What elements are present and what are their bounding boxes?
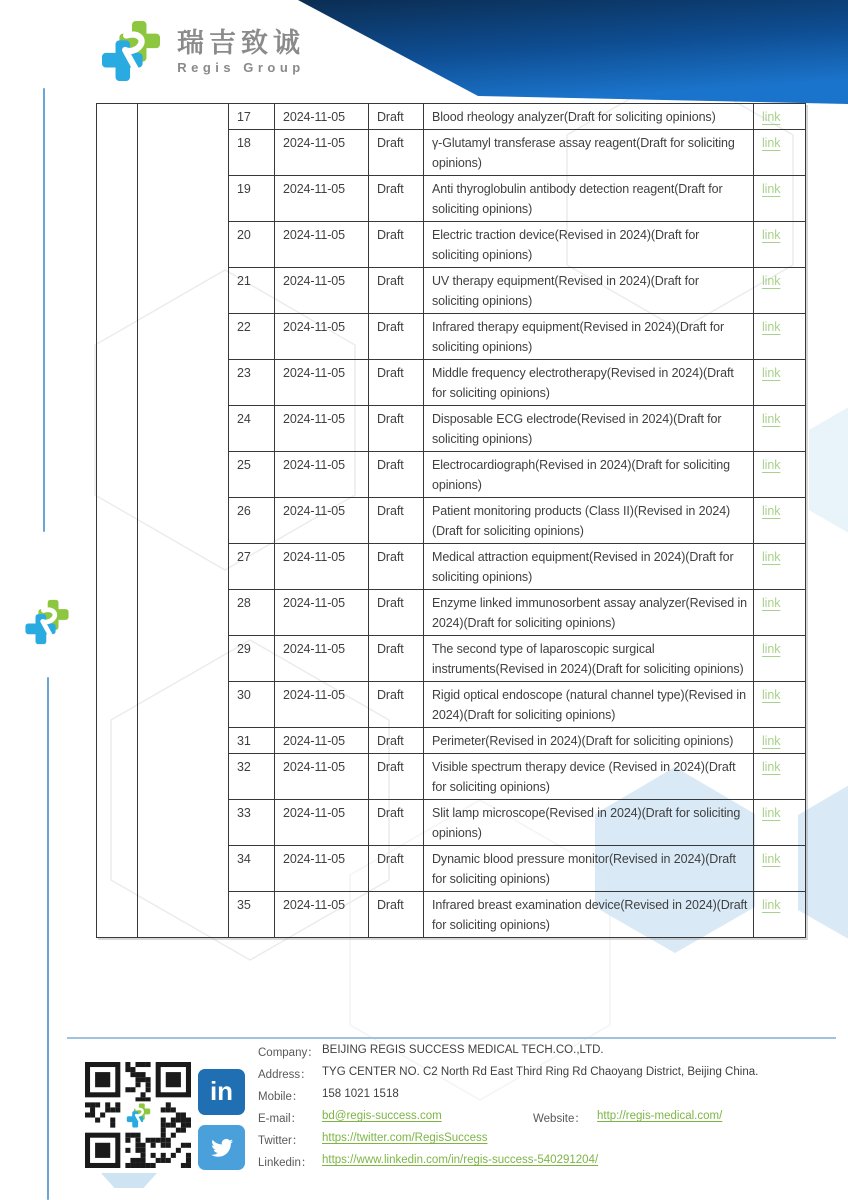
row-description-cell: Enzyme linked immunosorbent assay analyzer(Revised in 2024)(Draft for soliciting opinions) bbox=[424, 590, 754, 636]
row-number-cell: 24 bbox=[229, 406, 275, 452]
row-status-cell: Draft bbox=[369, 406, 424, 452]
row-link[interactable]: link bbox=[762, 852, 781, 866]
row-number-cell: 23 bbox=[229, 360, 275, 406]
twitter-icon[interactable] bbox=[198, 1125, 245, 1170]
row-status-cell: Draft bbox=[369, 892, 424, 938]
row-link-cell bbox=[754, 636, 806, 682]
category-cell-empty bbox=[97, 104, 138, 938]
row-date-cell: 2024-11-05 bbox=[275, 892, 369, 938]
row-link-cell bbox=[754, 176, 806, 222]
row-description-cell: The second type of laparoscopic surgical instruments(Revised in 2024)(Draft for soliciting opinions) bbox=[424, 636, 754, 682]
row-number-cell: 18 bbox=[229, 130, 275, 176]
row-date-cell: 2024-11-05 bbox=[275, 268, 369, 314]
row-link-cell bbox=[754, 104, 806, 130]
row-link[interactable]: link bbox=[762, 136, 781, 150]
email-label: E-mail： bbox=[258, 1113, 303, 1125]
row-description-cell: Patient monitoring products (Class II)(Revised in 2024)(Draft for soliciting opinions) bbox=[424, 498, 754, 544]
row-date-cell: 2024-11-05 bbox=[275, 544, 369, 590]
website-link[interactable]: http://regis-medical.com/ bbox=[597, 1110, 723, 1122]
row-link[interactable]: link bbox=[762, 734, 781, 748]
row-number-cell: 34 bbox=[229, 846, 275, 892]
row-number-cell: 35 bbox=[229, 892, 275, 938]
row-description-cell: Rigid optical endoscope (natural channel type)(Revised in 2024)(Draft for soliciting opinions) bbox=[424, 682, 754, 728]
row-description-cell: UV therapy equipment(Revised in 2024)(Draft for soliciting opinions) bbox=[424, 268, 754, 314]
row-number-cell: 19 bbox=[229, 176, 275, 222]
row-number-cell: 30 bbox=[229, 682, 275, 728]
row-status-cell: Draft bbox=[369, 176, 424, 222]
row-link-cell bbox=[754, 800, 806, 846]
row-date-cell: 2024-11-05 bbox=[275, 728, 369, 754]
table-row bbox=[97, 104, 806, 130]
brand-name-chinese: 瑞吉致诚 bbox=[177, 28, 305, 58]
row-link-cell bbox=[754, 222, 806, 268]
row-link[interactable]: link bbox=[762, 320, 781, 334]
regulatory-items-table bbox=[96, 103, 806, 938]
side-cross-logo-icon bbox=[24, 596, 70, 648]
row-link-cell bbox=[754, 498, 806, 544]
email-link[interactable]: bd@regis-success.com bbox=[322, 1110, 442, 1122]
row-link-cell bbox=[754, 406, 806, 452]
row-link-cell bbox=[754, 728, 806, 754]
row-number-cell: 26 bbox=[229, 498, 275, 544]
row-number-cell: 22 bbox=[229, 314, 275, 360]
row-link[interactable]: link bbox=[762, 274, 781, 288]
company-value: BEIJING REGIS SUCCESS MEDICAL TECH.CO.,LTD. bbox=[322, 1044, 604, 1056]
row-description-cell: Medical attraction equipment(Revised in 2024)(Draft for soliciting opinions) bbox=[424, 544, 754, 590]
left-accent-line-bottom bbox=[47, 677, 49, 1200]
mobile-value: 158 1021 1518 bbox=[322, 1088, 399, 1100]
twitter-label: Twitter： bbox=[258, 1135, 304, 1147]
row-status-cell: Draft bbox=[369, 728, 424, 754]
row-description-cell: Blood rheology analyzer(Draft for soliciting opinions) bbox=[424, 104, 754, 130]
row-status-cell: Draft bbox=[369, 360, 424, 406]
row-date-cell: 2024-11-05 bbox=[275, 406, 369, 452]
row-link[interactable]: link bbox=[762, 898, 781, 912]
cross-logo-icon bbox=[99, 21, 163, 81]
row-number-cell: 31 bbox=[229, 728, 275, 754]
row-link[interactable]: link bbox=[762, 642, 781, 656]
row-link[interactable]: link bbox=[762, 688, 781, 702]
row-description-cell: Electrocardiograph(Revised in 2024)(Draft for soliciting opinions) bbox=[424, 452, 754, 498]
row-link-cell bbox=[754, 360, 806, 406]
address-value: TYG CENTER NO. C2 North Rd East Third Ring Rd Chaoyang District, Beijing China. bbox=[322, 1066, 759, 1078]
row-description-cell: Infrared breast examination device(Revised in 2024)(Draft for soliciting opinions) bbox=[424, 892, 754, 938]
row-number-cell: 32 bbox=[229, 754, 275, 800]
row-link-cell bbox=[754, 590, 806, 636]
row-status-cell: Draft bbox=[369, 800, 424, 846]
left-accent-line-top bbox=[43, 88, 45, 532]
row-link-cell bbox=[754, 682, 806, 728]
row-number-cell: 29 bbox=[229, 636, 275, 682]
row-number-cell: 27 bbox=[229, 544, 275, 590]
row-link[interactable]: link bbox=[762, 228, 781, 242]
footer-divider bbox=[67, 1037, 836, 1039]
row-link-cell bbox=[754, 846, 806, 892]
row-link-cell bbox=[754, 268, 806, 314]
row-description-cell: Slit lamp microscope(Revised in 2024)(Draft for soliciting opinions) bbox=[424, 800, 754, 846]
brand-header bbox=[99, 21, 305, 81]
row-status-cell: Draft bbox=[369, 314, 424, 360]
row-description-cell: Infrared therapy equipment(Revised in 2024)(Draft for soliciting opinions) bbox=[424, 314, 754, 360]
row-status-cell: Draft bbox=[369, 846, 424, 892]
row-date-cell: 2024-11-05 bbox=[275, 222, 369, 268]
contact-block bbox=[258, 1044, 843, 1176]
row-status-cell: Draft bbox=[369, 452, 424, 498]
mobile-label: Mobile： bbox=[258, 1091, 304, 1103]
website-label: Website： bbox=[533, 1113, 586, 1125]
row-description-cell: Middle frequency electrotherapy(Revised in 2024)(Draft for soliciting opinions) bbox=[424, 360, 754, 406]
row-link-cell bbox=[754, 130, 806, 176]
twitter-link[interactable]: https://twitter.com/RegisSuccess bbox=[322, 1132, 488, 1144]
row-link[interactable]: link bbox=[762, 550, 781, 564]
row-link[interactable]: link bbox=[762, 182, 781, 196]
row-date-cell: 2024-11-05 bbox=[275, 130, 369, 176]
brand-name-english: Regis Group bbox=[177, 60, 305, 75]
row-date-cell: 2024-11-05 bbox=[275, 314, 369, 360]
row-date-cell: 2024-11-05 bbox=[275, 360, 369, 406]
row-link-cell bbox=[754, 892, 806, 938]
linkedin-label: Linkedin： bbox=[258, 1157, 313, 1169]
row-number-cell: 28 bbox=[229, 590, 275, 636]
row-description-cell: Perimeter(Revised in 2024)(Draft for soliciting opinions) bbox=[424, 728, 754, 754]
row-status-cell: Draft bbox=[369, 268, 424, 314]
linkedin-link[interactable]: https://www.linkedin.com/in/regis-success-540291204/ bbox=[322, 1154, 599, 1166]
row-description-cell: Disposable ECG electrode(Revised in 2024)(Draft for soliciting opinions) bbox=[424, 406, 754, 452]
row-link-cell bbox=[754, 314, 806, 360]
row-status-cell: Draft bbox=[369, 544, 424, 590]
address-label: Address： bbox=[258, 1069, 312, 1081]
row-date-cell: 2024-11-05 bbox=[275, 498, 369, 544]
row-link[interactable]: link bbox=[762, 596, 781, 610]
row-number-cell: 33 bbox=[229, 800, 275, 846]
row-status-cell: Draft bbox=[369, 754, 424, 800]
row-date-cell: 2024-11-05 bbox=[275, 176, 369, 222]
row-status-cell: Draft bbox=[369, 498, 424, 544]
row-status-cell: Draft bbox=[369, 130, 424, 176]
row-status-cell: Draft bbox=[369, 222, 424, 268]
row-link[interactable]: link bbox=[762, 504, 781, 518]
row-link-cell bbox=[754, 452, 806, 498]
row-status-cell: Draft bbox=[369, 590, 424, 636]
row-date-cell: 2024-11-05 bbox=[275, 800, 369, 846]
row-link-cell bbox=[754, 544, 806, 590]
category-cell-empty bbox=[138, 104, 229, 938]
row-status-cell: Draft bbox=[369, 682, 424, 728]
row-date-cell: 2024-11-05 bbox=[275, 682, 369, 728]
row-date-cell: 2024-11-05 bbox=[275, 754, 369, 800]
row-number-cell: 20 bbox=[229, 222, 275, 268]
row-link[interactable]: link bbox=[762, 458, 781, 472]
row-link[interactable]: link bbox=[762, 366, 781, 380]
row-number-cell: 17 bbox=[229, 104, 275, 130]
row-link-cell bbox=[754, 754, 806, 800]
row-link[interactable]: link bbox=[762, 760, 781, 774]
row-status-cell: Draft bbox=[369, 104, 424, 130]
row-link[interactable]: link bbox=[762, 806, 781, 820]
row-date-cell: 2024-11-05 bbox=[275, 846, 369, 892]
row-description-cell: Dynamic blood pressure monitor(Revised in 2024)(Draft for soliciting opinions) bbox=[424, 846, 754, 892]
twitter-bird-icon bbox=[208, 1136, 236, 1160]
row-description-cell: Anti thyroglobulin antibody detection reagent(Draft for soliciting opinions) bbox=[424, 176, 754, 222]
row-description-cell: Electric traction device(Revised in 2024)(Draft for soliciting opinions) bbox=[424, 222, 754, 268]
row-number-cell: 21 bbox=[229, 268, 275, 314]
row-link[interactable]: link bbox=[762, 110, 781, 124]
row-link[interactable]: link bbox=[762, 412, 781, 426]
row-description-cell: Visible spectrum therapy device (Revised in 2024)(Draft for soliciting opinions) bbox=[424, 754, 754, 800]
company-label: Company： bbox=[258, 1047, 319, 1059]
linkedin-glyph: in bbox=[209, 1076, 234, 1106]
row-date-cell: 2024-11-05 bbox=[275, 590, 369, 636]
row-status-cell: Draft bbox=[369, 636, 424, 682]
row-date-cell: 2024-11-05 bbox=[275, 452, 369, 498]
qr-code bbox=[85, 1062, 191, 1168]
linkedin-icon[interactable] bbox=[198, 1069, 245, 1115]
row-description-cell: γ-Glutamyl transferase assay reagent(Draft for soliciting opinions) bbox=[424, 130, 754, 176]
row-date-cell: 2024-11-05 bbox=[275, 636, 369, 682]
row-number-cell: 25 bbox=[229, 452, 275, 498]
row-date-cell: 2024-11-05 bbox=[275, 104, 369, 130]
